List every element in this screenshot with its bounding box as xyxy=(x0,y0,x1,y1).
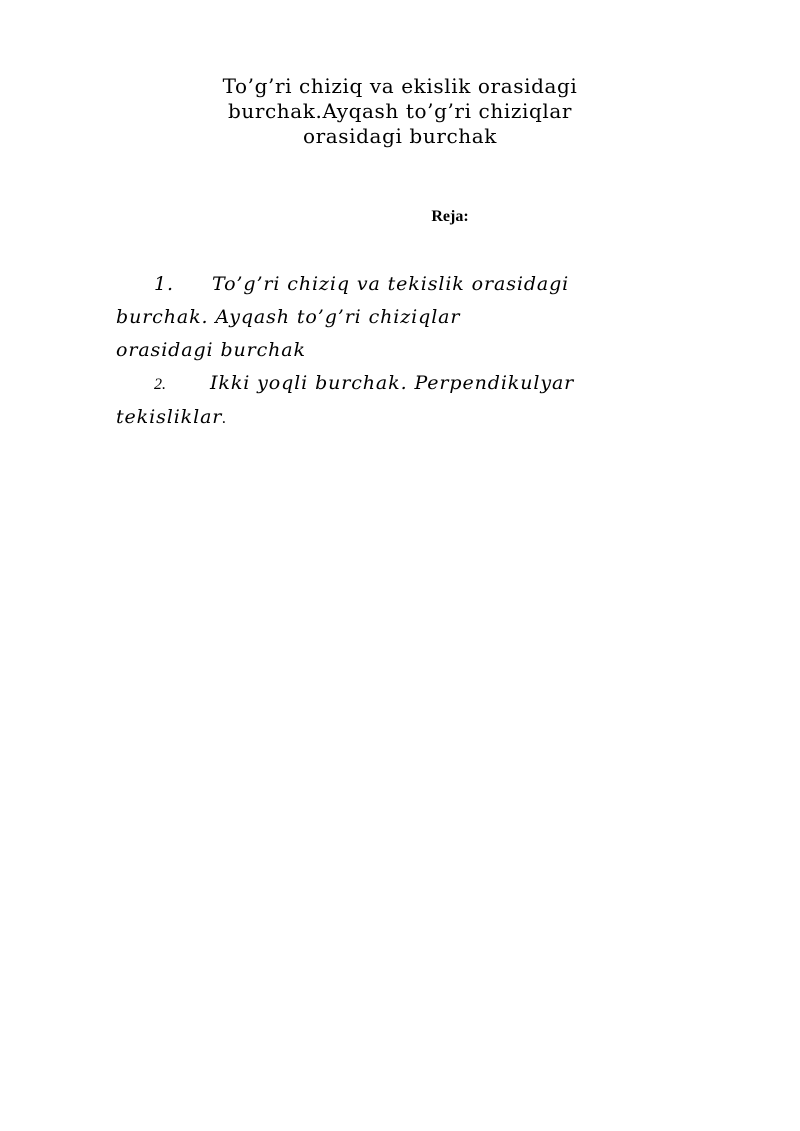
plan-item-2 xyxy=(116,367,741,401)
title-line: To’g’ri chiziq va ekislik orasidagi xyxy=(222,74,578,98)
plan-item-text: Ikki yoqli burchak. Perpendikulyar xyxy=(210,372,575,394)
title-line: orasidagi burchak xyxy=(302,124,498,148)
plan-item-1-continuation: orasidagi burchak xyxy=(116,339,306,361)
document-title xyxy=(150,74,650,149)
title-line: burchak.Ayqash to’g’ri chiziqlar xyxy=(227,99,573,123)
plan-item-1-continuation: burchak. Ayqash to’g’ri chiziqlar xyxy=(116,306,461,328)
plan-item-1 xyxy=(116,268,741,301)
plan-item-text: To’g’ri chiziq va tekislik orasidagi xyxy=(212,273,570,295)
plan-item-text: tekisliklar xyxy=(116,406,223,428)
plan-item-2-continuation xyxy=(116,401,741,435)
plan-item-number: 2. xyxy=(154,376,166,393)
plan-heading: Reja: xyxy=(431,208,469,225)
plan-list xyxy=(116,268,741,435)
plan-item-number: 1. xyxy=(154,273,174,295)
plan-item-end-mark: . xyxy=(222,410,227,427)
